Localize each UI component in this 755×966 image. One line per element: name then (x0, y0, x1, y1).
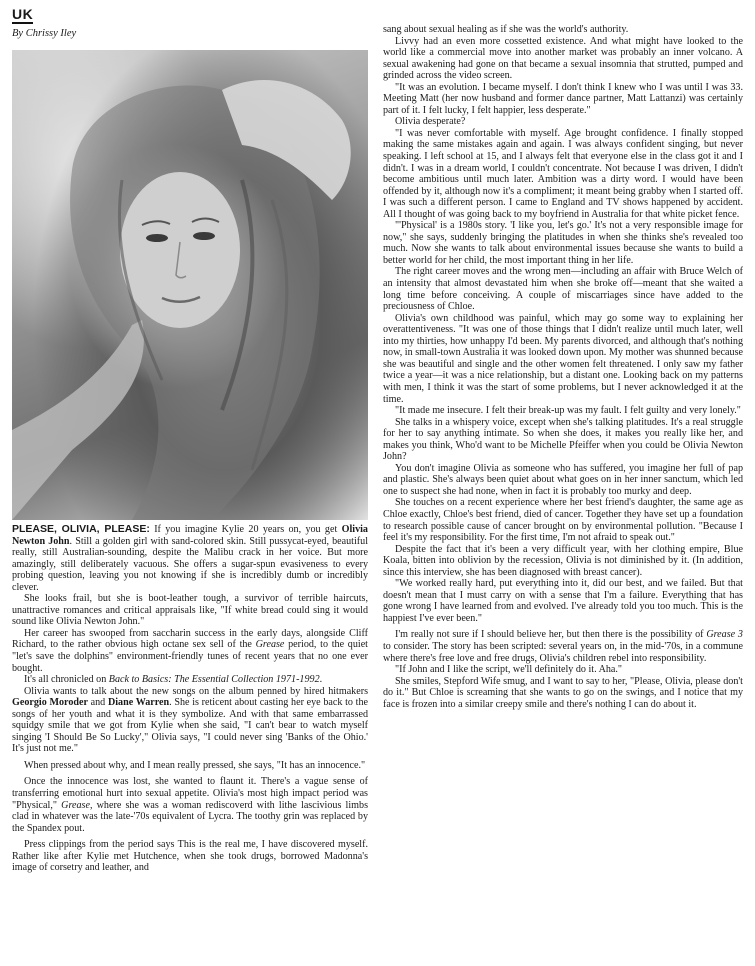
paragraph: Olivia's own childhood was painful, which may go some way to explaining her overattentiveness. "It was one of those things that I didn't realize until much later, well into my thirties, how unhappy I'd been. My parents divorced, and although that's nothing now, in small-town Australia it was looked down upon. My mother was shunned because she was beautiful and single and the other women felt threatened. I only saw my father twice a year—it was a nice relationship, but a distant one. Looking back on my patterns with men, I think it was the start of some problems, but I never acknowledged it at the time. (383, 312, 743, 405)
italic-title: Back to Basics: The Essential Collection 1971-1992 (108, 674, 320, 686)
paragraph: "It was an evolution. I became myself. I don't think I knew who I was until I was 33. Meeting Matt (her now husband and former dance partner, Matt Lattanzi) was certainly part of it. I felt lucky, I felt happier, less desperate." (383, 81, 743, 116)
paragraph: She looks frail, but she is boot-leather tough, a survivor of terrible haircuts, unattractive romances and critical appraisals like, "If white bread could sing it would sound like Olivia Newton John." (12, 593, 368, 628)
paragraph: "'Physical' is a 1980s story. 'I like you, let's go.' It's not a very responsible image for now," she says, suddenly bringing the platitudes in when she thinks she's revealed too much. Now she wants to talk about environmental issues because she wants to build a better world for her child, the most important thing in her life. (383, 220, 743, 266)
text-run: , where she was a woman rediscoverd with lithe lascivious limbs clad in whatever was the late-'70s equivalent of Lycra. The toothy grin was replaced by the Spandex pout. (12, 799, 368, 834)
paragraph (12, 524, 368, 593)
paragraph: "I was never comfortable with myself. Age brought confidence. I finally stopped making the same mistakes again and again. I was always confident singing, but never speaking. I left school at 15, and I always felt that everyone else in the class got it and I didn't. I was in a dream world, I couldn't concentrate. Not because I was driven, I didn't become ambitious until much later. Ambition was a dirty word. I would have been offended by it, although now it's a compliment; it meant being grabby when I started off. I was such a different person. I came to England and TV shows happened by accident. All I thought of was going back to my boyfriend in Australia for that white picket fence. (383, 127, 743, 220)
paragraph: "It made me insecure. I felt their break-up was my fault. I felt guilty and very lonely." (395, 405, 741, 417)
paragraph: When pressed about why, and I mean really pressed, she says, "It has an innocence." (24, 759, 366, 771)
paragraph (383, 629, 743, 664)
text-run: . She is reticent about casting her eye back to the songs of her youth and what it is they symbolize. And with that same embarrassed squidgy smile that we got from Kylie when she said, "I can't bear to watch myself singing 'I Should Be So Lucky'," Olivia says, "I could never sing 'Banks of the Ohio.' It's just not me." (12, 697, 368, 755)
text-run: . Still a golden girl with sand-colored skin. Still pussycat-eyed, beautiful really, still Australian-sounding, despite the Malibu crack in her voice. But more amazingly, still deliberately vacuous. She offers a sugar-spun evasiveness to every probing question, leaving you not knowing if she is incredibly dumb or incredibly clever. (12, 535, 369, 593)
text-run: period, to the quiet "let's save the dolphins" environment-friendly tunes of recent years that no one ever bought. (12, 639, 368, 674)
text-run: Once the innocence was lost, she wanted to flaunt it. There's a vague sense of transferring emotional hurt into sexual appetite. Olivia's most high impact period was "Physical," (12, 776, 368, 811)
person-name: Olivia Newton John (12, 524, 368, 547)
paragraph: Press clippings from the period says This is the real me, I have discovered myself. Rather like after Kylie met Hutchence, when she took drugs, borrowed Madonna's image of corsetry and leather, and (12, 839, 368, 874)
paragraph: She talks in a whispery voice, except when she's talking platitudes. It's a real struggle for her to say anything intimate. So when she does, it makes you really like her, and makes you think, Who'd want to be Michelle Pfeiffer when you could be Olivia Newton John? (383, 416, 743, 463)
paragraph: The right career moves and the wrong men—including an affair with Bruce Welch of an intensity that almost devastated him when she broke off—meant that she waited a long time before conceiving. A couple of miscarriages since have added to the preciousness of Chloe. (383, 266, 743, 313)
text-run: Olivia wants to talk about the new songs on the album penned by hired hitmakers (24, 685, 368, 697)
italic-title: Grease (255, 639, 285, 651)
paragraph: She smiles, Stepford Wife smug, and I want to say to her, "Please, Olivia, please don't do it." But Chloe is screaming that she wants to go on the swings, and I notice that my face is frozen into a similar creepy smile and there's nothing I can do about it. (383, 675, 743, 710)
text-run: to consider. The story has been scripted: several years on, in the mid-'70s, in a commune where there's free love and free drugs, Olivia's children rebel into responsibility. (383, 640, 743, 664)
section-label: UK (12, 6, 34, 22)
italic-title: Grease 3 (706, 629, 743, 641)
paragraph (12, 628, 368, 674)
paragraph (12, 686, 368, 755)
paragraph: Despite the fact that it's been a very difficult year, with her clothing empire, Blue Koala, bitten into oblivion by the recession, Olivia is not diminished by it. (In addition, since this interview, she has been diagnosed with breast cancer). (383, 543, 743, 578)
byline: By Chrissy Iley (12, 28, 77, 39)
article-left-column (12, 524, 368, 874)
paragraph: "If John and I like the script, we'll definitely do it. Aha." (395, 664, 623, 676)
text-run: It's all chronicled on (24, 674, 109, 686)
paragraph: You don't imagine Olivia as someone who has suffered, you imagine her full of pap and plastic. She's always been quiet about what goes on in her inner sanctum, which led one to suspect she had none, when in fact it is probably too murky and deep. (383, 462, 743, 497)
text-run: If you imagine Kylie 20 years on, you get (149, 524, 342, 535)
paragraph: Olivia desperate? (395, 116, 466, 128)
text-run: Her career has swooped from saccharin success in the early days, alongside Cliff Richard, to the rather obvious high octane sex sell of the (12, 627, 368, 651)
paragraph: She touches on a recent experience where her best friend's daughter, the same age as Chloe exactly, Chloe's best friend, died of cancer. Together they have set up a foundation to research possible cause of cancer brought on by environmental pollution. "Because I feel it's my responsibility. For the first time, I'm not afraid to speak out." (383, 497, 743, 544)
paragraph (12, 776, 368, 834)
portrait-illustration (12, 50, 368, 520)
paragraph: Livvy had an even more cossetted existence. And what might have looked to the world like a commercial move into another market was probably an inner volcano. A sexual awakening had gone on that became a sexual insomnia that strutted, pumped and grinded across the video screen. (383, 35, 743, 82)
text-run: I'm really not sure if I should believe her, but then there is the possibility of (395, 629, 707, 641)
paragraph: sang about sexual healing as if she was the world's authority. (383, 24, 629, 35)
text-run: and (87, 697, 108, 709)
lead-heading: PLEASE, OLIVIA, PLEASE: (12, 523, 150, 535)
italic-title: Grease (61, 799, 90, 811)
paragraph: "We worked really hard, put everything into it, did our best, and we failed. But that doesn't mean that I must carry on with a sense that I'm a failure. Everything that has gone wrong I have learned from and evolved. I've already told you too much. This is the happiest I've ever been." (383, 578, 743, 624)
article-right-column (383, 24, 743, 710)
person-name: Diane Warren (107, 697, 170, 709)
portrait-photo (12, 50, 368, 520)
paragraph (12, 674, 368, 686)
text-run: . (319, 674, 323, 686)
person-name: Georgio Moroder (12, 697, 88, 709)
